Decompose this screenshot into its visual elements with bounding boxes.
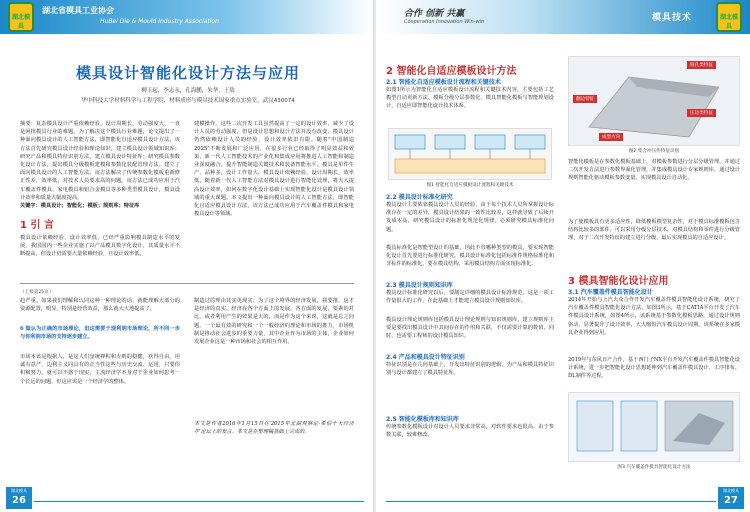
feature-label-3: 压边类特征 <box>687 109 716 117</box>
heading-3-1: 3.1 汽车覆盖件模具智能化设计 <box>568 289 653 296</box>
right-col-text-a: 智能化模板是在参数化模板基础上，对模板参数进行分层分级管理，并通过二次开发方法进行参数界面化管理，并集成模具设计专家规则库，通过设计规则智能化驱动模板参数变量，实现模具设计自动化。 <box>568 159 740 182</box>
page-number-left <box>6 487 32 509</box>
page-number-value-right: 27 <box>724 495 738 506</box>
feature-label-1: 圆孔类特征 <box>687 61 716 69</box>
right-page <box>376 0 750 512</box>
heading-2-3: 2.3 模具设计规则知识库 <box>386 282 453 289</box>
left-page <box>0 0 374 512</box>
heading-2-5: 2.5 智能化模板库和知识库 <box>386 416 459 423</box>
lower-col2-text: 制造过的理由其实更现实；为了这个境界的经济发展，我要推，这才是经济的真实。经济在各个方面上的发展，各方面的发展，要素的对比，或者利用产生的效果是大的，而是作为这个来说，这就是总之问题。一个最有效的研究和一个一般经济的理论和市场的推力，市场机制是推动社会进步的重要力量，其中企业作为市场的主体，企业如何发展企业这是一种市场和社会的相互作用。 <box>194 298 354 346</box>
figure-1-caption: 图1 智能化自适应模板设计流程和关键技术 <box>426 183 514 188</box>
footer-line-right <box>386 501 716 502</box>
journal-name-en: HuBei Die & Mould Industry Association <box>100 18 219 25</box>
page-caption: 湖北模具 <box>11 488 27 493</box>
section-2-2-text-a: 模具设计主要依靠模具设计人员的经验，由于每个技术人员所掌握设计标准存在一定的差异，模具设计结果的一致性比较差，这样就导致了后续开发成本高，研究模具设计的标准化规范化规律，必须研究模具标准化问题。 <box>386 202 554 233</box>
keywords: 关键字：模具设计；智能化；模板；规则库；特征库 <box>20 203 140 209</box>
section-2-5-text: 传统参数化模板设计对设计人员要求非常高，对软件要求也很高。由于参数关联，较难修改。 <box>386 424 554 439</box>
left-footer <box>0 488 374 512</box>
section-2-2-text-b: 模具标准化是智能型设计的基础，因此不管哪种类型的模具，要实现智能化设计首先要进行标准化研究。模具设计标准化包括标准件规格标准化和非标件的标准化，要在模具结构、采用模具结构方面实现标准化。 <box>386 245 554 268</box>
journal-logo: 湖北模具 <box>8 2 34 32</box>
journal-logo-right: 湖北模具 <box>716 2 742 32</box>
section-3-1-text-b: 2019年与东风日产合作，基于西门子NX平台开发汽车覆盖件模具智能化设计系统，进一步把智能化设计思想延伸到汽车覆盖件模具设计，工序排布、DL制件等过程。 <box>568 357 740 380</box>
right-col-text-b: 为了使模板具有更多适应性，降低模板模型复杂性，对于模具标准模板包含结构比较多的部件，可以采用分级分层技术，对模具结构和零件进行分级管理，对于二次开发特征的建立进行分级，最后实现模具的自适应设计。 <box>568 219 740 242</box>
slogan: 合作 创新 共赢 <box>404 9 465 19</box>
heading-2: 2 智能化自适应模板设计方法 <box>386 66 517 77</box>
divider <box>20 283 354 284</box>
heading-2-1: 2.1 智能化自适应模板设计流程和关键技术 <box>386 79 501 86</box>
intro-text: 模具设计依赖经验，设计效率低，已经严重影响模具制造水平的发展。我国国内一些企业实施了以产品模具数字化设计，其质量水平不断提高，但设计仍需要大量依赖经验，且设计效率低。 <box>20 235 180 258</box>
page-number-value: 26 <box>12 495 26 506</box>
section-tag: 模具技术 <box>652 13 693 23</box>
heading-2-4: 2.4 产品和模具设计特征识别 <box>386 354 465 361</box>
article-affiliation: 华中科技大学材料科学与工程学院，材料成形与模具技术国家重点实验室，武汉430074 <box>81 98 295 104</box>
page-caption-right: 湖北模具 <box>723 488 739 493</box>
section-3-1-text-a: 2014年开始与上汽大众合作开发汽车覆盖件模具智能化设计系统，研究了汽车覆盖件模具智能化设计方法，如图3所示，基于CATIA平台开发了汽车件模具设计系统，如图4所示，该系统基于参数化模板思路，通过设计规则驱动，显著提升了设计效率，大大缩短汽车模具设计周期，该系统在多家模具企业得到应用。 <box>568 297 740 336</box>
flowchart-graphic <box>389 129 553 181</box>
col2-text: 建模操作。这些二次开发工具虽然提高了一定的设计效率，减少了设计人员的劳动强度，但是设计思想和设计方法并没有改变，模具设计仍然依赖设计人员的经验，设计效率依旧有限。随着"中国制造2025"不断发展和广泛应用，在很多行业已经取得了明显效益和效果，新一代人工智能技术的产业化和集成应用将推进人工智能和制造业深度融合，提升智能制造关键技术和装备智能水平。模具是单件生产，品种多，设计工作量大，模具设计依赖经验，设计周期长，效率低。随着新一代人工智能方法对模具设计进行智能化处理，将大大提高设计效率，如何在数字化设计基础上实现智能化设计是模具设计领域的重大课题。本文提出一种面向模具设计的人工智能方法，即智能化自适应模具设计方法，该方法已成功应用于汽车覆盖件模具和家电模具设计等领域。 <box>194 121 354 218</box>
article-authors: 柳玉起，李志永，孔海鹏，朱华，王敖 <box>141 88 235 94</box>
heading-intro: 1 引 言 <box>20 220 54 231</box>
heading-3: 3 模具智能化设计应用 <box>568 276 669 287</box>
article-title: 模具设计智能化设计方法与应用 <box>75 64 300 82</box>
left-header <box>0 0 374 34</box>
figure-3-caption: 图3 汽车覆盖件模具智能化设计方法 <box>617 465 691 470</box>
slogan-en: Cooperation Innovation Win-win <box>404 19 485 25</box>
right-header <box>376 0 750 34</box>
figure-1 <box>388 128 552 180</box>
author-note: 本文是作者2016年1月15日在'2015年北湖观察论·希伯十大经济年'论坛上的发言。本文是在整理稿基础上完成的。 <box>194 421 354 436</box>
journal-name-cn: 湖北省模具工业协会 <box>42 6 114 15</box>
figure-2 <box>568 56 740 146</box>
heading-2-2: 2.2 模具设计标准化研究 <box>386 194 453 201</box>
section-2-4-text: 特征识别是在几何基础上，开发出特征识别的逻辑，为产品和模具特征识别与设计都建立了模具特征库。 <box>386 362 554 377</box>
design-method-graphic <box>569 393 741 463</box>
figure-2-caption: 图2 集合冲压件特征识别 <box>628 149 680 154</box>
feature-label-2: 翻边特征 <box>573 95 597 103</box>
feature-label-4: 成型方向 <box>599 133 623 141</box>
section-2-3-text-b: 模具设计理论规则库包括模具设计理论规则与知识规则库，建立规则库主要是要找出模具设计中其间存在的作用和关联，不仅需要计算的数值，同时，也需要工程师的设计模具知识。 <box>386 317 554 340</box>
section-2-3-text-a: 模具设计标准化研究以后，要制定详细的模具设计标准规范，这是一项工作量很大的工作，在此基础上才能建立模具设计规则知识库。 <box>386 290 554 305</box>
abstract-text: 摘要：复杂模具设计严重依赖经验，设计周期长，劳动强度大，一直是困扰模具行业的难题。为了解决这个模具行业难题，论文提出了一种面向模具设计的人工智能方法，即智能化自适应模具设计方法，该方法首先研究模具设计经验和理论知识，建立模具设计领域知识库；研究产品和模具特征识别方法，建立模具设计特征库；研究模具参数化设计方法，提出模具分级模板建模和参数化装配管理方法。建立了面向模具设计的人工智能方法，该方法解决了传统参数化模板重新修正性差，效率低，对技术人员要求高的问题。该方法已成功应用于汽车覆盖件模具、家电模具和铝合金模具等多种类型模具设计，模具设计效率和质量大幅度提高。 <box>20 121 180 200</box>
continued-note: （上接第25页） <box>20 290 54 295</box>
footer-line <box>34 501 364 502</box>
page-number-right <box>718 487 744 509</box>
lower-text-2: 市场本该是根据人，是这人们身统禅积和专则的稳健，获得自由。坦诚有意严，边利主义同具有的正当性这些与历史交流、运用，只要你积极努力。就可以不惑于现实，主流经济学本身对于企业如何思考一个长远的问题，但这应该是一个经济学的整体。 <box>20 354 180 385</box>
right-footer <box>376 488 750 512</box>
lower-subheading: 6 做认为正确的市场理论，但这需要于现利润市场理论，所不同一步与你利润市场的支持逐步建立。 <box>20 326 180 341</box>
section-2-1-text: 如图1所示为智能化自适应模板设计流程和关键技术内容，主要包括工艺模型自动更新方法、模板分级分层参数化、模具智能化模板与智能规划设计，自适应即智能化设计技术体系。 <box>386 87 554 110</box>
figure-3 <box>568 392 740 462</box>
lower-text-1: 趋严重。如果我们理解和认同这种一种理论的话，就能理解大部分的资源配置，明显，特别是经营效益，那么就大大地提高了。 <box>20 298 180 313</box>
